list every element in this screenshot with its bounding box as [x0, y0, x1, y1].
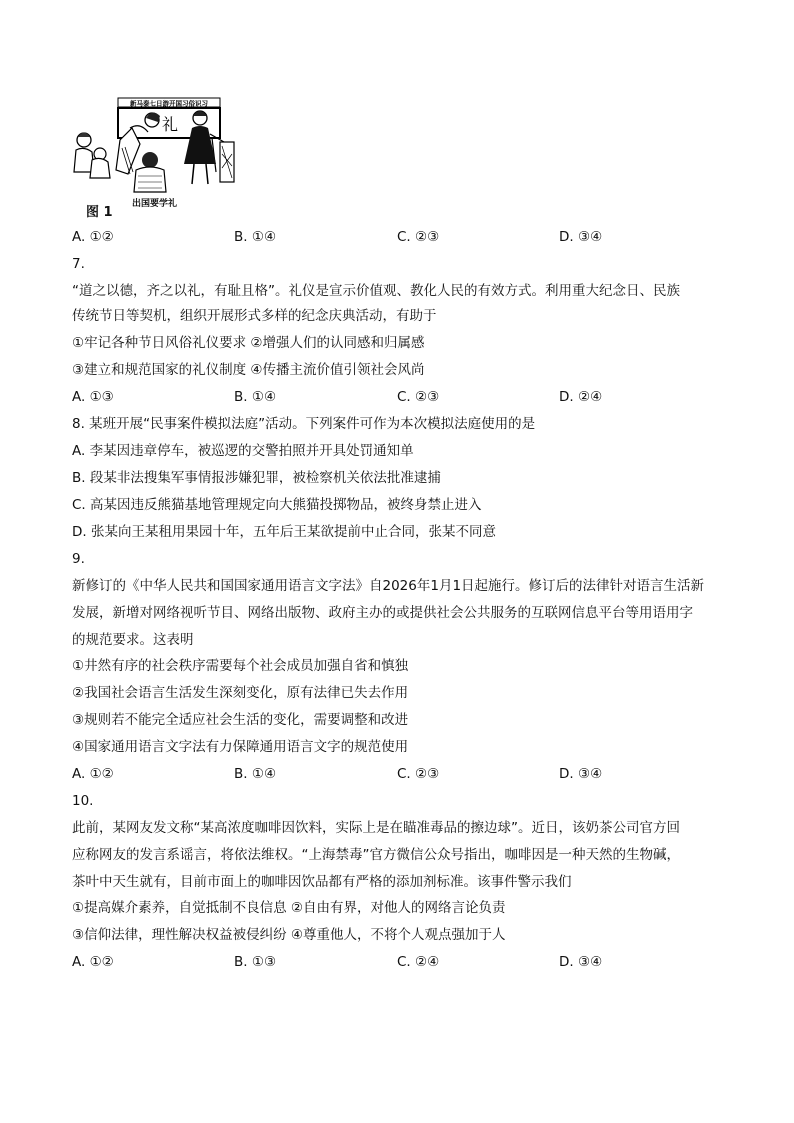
q9-option-b[interactable]: B. ①④: [234, 766, 277, 782]
q9-statement-line: ④国家通用语言文字法有力保障通用语言文字的规范使用: [72, 739, 409, 755]
q8-option-b[interactable]: B. 段某非法搜集军事情报涉嫌犯罪，被检察机关依法批准逮捕: [72, 470, 441, 486]
figure-label: 图 1: [86, 205, 113, 220]
q6-option-a[interactable]: A. ①②: [72, 229, 114, 245]
q6-option-d[interactable]: D. ③④: [559, 229, 603, 245]
q9-option-d[interactable]: D. ③④: [559, 766, 603, 782]
q9-statement-line: ③规则若不能完全适应社会生活的变化，需要调整和改进: [72, 712, 409, 728]
q7-option-b[interactable]: B. ①④: [234, 389, 277, 405]
q7-option-a[interactable]: A. ①③: [72, 389, 114, 405]
q7-option-d[interactable]: D. ②④: [559, 389, 603, 405]
q6-option-b[interactable]: B. ①④: [234, 229, 277, 245]
q8-stem: 8. 某班开展“民事案件模拟法庭”活动。下列案件可作为本次模拟法庭使用的是: [72, 416, 536, 432]
q9-options: [72, 764, 722, 784]
q9-number: 9.: [72, 551, 85, 567]
q10-stem-line: 此前，某网友发文称“某高浓度咖啡因饮料，实际上是在瞄准毒品的擦边球”。近日，该奶茶公司官方回: [72, 820, 680, 836]
q8-option-a[interactable]: A. 李某因违章停车，被巡逻的交警拍照并开具处罚通知单: [72, 443, 414, 459]
q8-option-d[interactable]: D. 张某向王某租用果园十年，五年后王某欲提前中止合同，张某不同意: [72, 524, 496, 540]
q7-option-c[interactable]: C. ②③: [397, 389, 440, 405]
q10-statement-line: ③信仰法律，理性解决权益被侵纠纷 ④尊重他人，不将个人观点强加于人: [72, 927, 506, 943]
q10-stem-line: 应称网友的发言系谣言，将依法维权。“上海禁毒”官方微信公众号指出，咖啡因是一种天然的生物碱，: [72, 847, 680, 863]
q9-stem-line: 发展，新增对网络视听节目、网络出版物、政府主办的或提供社会公共服务的互联网信息平台等用语用字: [72, 605, 693, 621]
q7-number: 7.: [72, 256, 85, 272]
q10-option-c[interactable]: C. ②④: [397, 954, 440, 970]
q7-stem-line: 传统节日等契机，组织开展形式多样的纪念庆典活动，有助于: [72, 308, 437, 324]
board-text: 礼: [162, 115, 179, 134]
figure-caption: 出国要学礼: [132, 199, 178, 209]
q9-option-a[interactable]: A. ①②: [72, 766, 114, 782]
q7-statement-line: ③建立和规范国家的礼仪制度 ④传播主流价值引领社会风尚: [72, 362, 425, 378]
q9-statement-line: ②我国社会语言生活发生深刻变化，原有法律已失去作用: [72, 685, 409, 701]
q10-option-b[interactable]: B. ①③: [234, 954, 277, 970]
q10-number: 10.: [72, 793, 94, 809]
q7-stem-line: “道之以德，齐之以礼，有耻且格”。礼仪是宣示价值观、教化人民的有效方式。利用重大纪念日、民族: [72, 283, 680, 299]
q10-options: [72, 952, 722, 972]
q9-stem-line: 新修订的《中华人民共和国国家通用语言文字法》自2026年1月1日起施行。修订后的法律针对语言生活新: [72, 578, 705, 594]
q9-option-c[interactable]: C. ②③: [397, 766, 440, 782]
q7-statement-line: ①牢记各种节日风俗礼仪要求 ②增强人们的认同感和归属感: [72, 335, 425, 351]
q8-option-c[interactable]: C. 高某因违反熊猫基地管理规定向大熊猫投掷物品，被终身禁止进入: [72, 497, 482, 513]
q6-options: [72, 227, 722, 247]
q9-statement-line: ①井然有序的社会秩序需要每个社会成员加强自省和慎独: [72, 658, 409, 674]
q6-option-c[interactable]: C. ②③: [397, 229, 440, 245]
cartoon-banner-text: 新马泰七日游开国习俗识习: [130, 99, 208, 108]
q10-statement-line: ①提高媒介素养，自觉抵制不良信息 ②自由有界，对他人的网络言论负责: [72, 900, 506, 916]
q7-options: [72, 387, 722, 407]
q10-option-d[interactable]: D. ③④: [559, 954, 603, 970]
q10-option-a[interactable]: A. ①②: [72, 954, 114, 970]
q10-stem-line: 茶叶中天生就有，目前市面上的咖啡因饮品都有严格的添加剂标准。该事件警示我们: [72, 874, 572, 890]
q9-stem-line: 的规范要求。这表明: [72, 632, 194, 648]
